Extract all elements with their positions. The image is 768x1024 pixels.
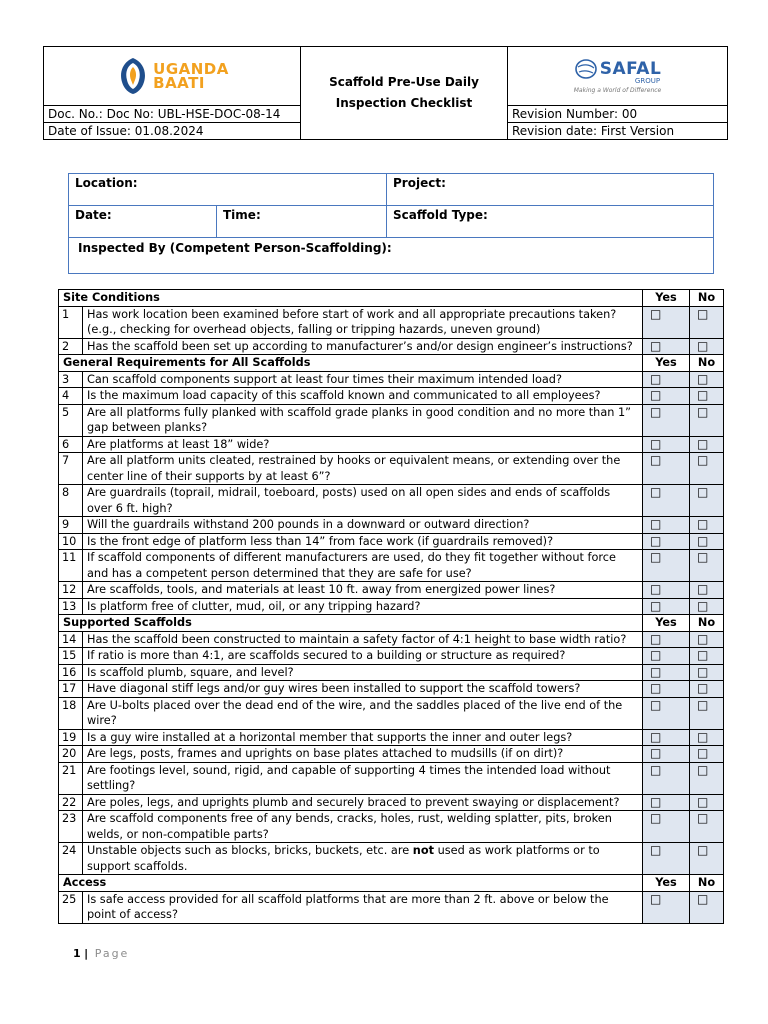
yes-checkbox[interactable] (643, 631, 690, 648)
safal-group-text: GROUP (634, 77, 661, 85)
baati-logo-text: BAATI (153, 74, 205, 92)
yes-column-header: Yes (643, 875, 690, 892)
no-checkbox[interactable] (690, 811, 724, 843)
yes-checkbox[interactable] (643, 388, 690, 405)
item-number: 15 (59, 648, 83, 665)
checklist-row (59, 631, 724, 648)
checklist-row (59, 697, 724, 729)
checklist-row (59, 436, 724, 453)
checklist-row (59, 485, 724, 517)
item-number: 23 (59, 811, 83, 843)
item-question: Is the maximum load capacity of this scaffold known and communicated to all employees? (83, 388, 643, 405)
item-number: 3 (59, 371, 83, 388)
no-checkbox[interactable] (690, 746, 724, 763)
no-checkbox[interactable] (690, 891, 724, 923)
item-question: Has the scaffold been set up according to manufacturer’s and/or design engineer’s instructions? (83, 338, 643, 355)
checklist-row (59, 582, 724, 599)
item-question: Are platforms at least 18” wide? (83, 436, 643, 453)
no-checkbox[interactable] (690, 485, 724, 517)
item-question: Are scaffold components free of any bends, cracks, holes, rust, welding splatter, pits, broken welds, or non-compatible parts? (83, 811, 643, 843)
item-number: 17 (59, 681, 83, 698)
item-question: Can scaffold components support at least four times their maximum intended load? (83, 371, 643, 388)
no-checkbox[interactable] (690, 517, 724, 534)
yes-checkbox[interactable] (643, 533, 690, 550)
item-question: Is scaffold plumb, square, and level? (83, 664, 643, 681)
yes-checkbox[interactable] (643, 404, 690, 436)
checklist-row (59, 453, 724, 485)
no-column-header: No (690, 875, 724, 892)
yes-checkbox[interactable] (643, 811, 690, 843)
yes-checkbox[interactable] (643, 794, 690, 811)
checklist-row (59, 729, 724, 746)
no-checkbox[interactable] (690, 453, 724, 485)
safal-logo-cell (508, 47, 728, 106)
section-header-row (59, 290, 724, 307)
section-title: Supported Scaffolds (59, 615, 643, 632)
inspection-info-box (68, 173, 714, 274)
item-question: Are legs, posts, frames and uprights on base plates attached to mudsills (if on dirt)? (83, 746, 643, 763)
document-title: Scaffold Pre-Use Daily Inspection Checklist (301, 47, 508, 140)
yes-checkbox[interactable] (643, 697, 690, 729)
uganda-baati-logo-cell (44, 47, 301, 106)
yes-checkbox[interactable] (643, 453, 690, 485)
no-checkbox[interactable] (690, 404, 724, 436)
item-question: If scaffold components of different manufacturers are used, do they fit together without force and has a competent person determined that they are safe for use? (83, 550, 643, 582)
yes-checkbox[interactable] (643, 729, 690, 746)
yes-checkbox[interactable] (643, 582, 690, 599)
page-number: 1 (73, 947, 81, 960)
yes-checkbox[interactable] (643, 517, 690, 534)
item-number: 21 (59, 762, 83, 794)
checklist-row (59, 648, 724, 665)
yes-column-header: Yes (643, 355, 690, 372)
item-question: Are U-bolts placed over the dead end of the wire, and the saddles placed of the live end of the wire? (83, 697, 643, 729)
yes-checkbox[interactable] (643, 664, 690, 681)
revision-date: Revision date: First Version (508, 123, 728, 140)
checklist-row (59, 550, 724, 582)
section-header-row (59, 615, 724, 632)
item-question: Has the scaffold been constructed to maintain a safety factor of 4:1 height to base width ratio? (83, 631, 643, 648)
no-checkbox[interactable] (690, 762, 724, 794)
yes-checkbox[interactable] (643, 338, 690, 355)
no-checkbox[interactable] (690, 729, 724, 746)
no-column-header: No (690, 615, 724, 632)
no-checkbox[interactable] (690, 664, 724, 681)
section-header-row (59, 875, 724, 892)
item-question: Are guardrails (toprail, midrail, toeboard, posts) used on all open sides and ends of scaffolds over 6 ft. high? (83, 485, 643, 517)
yes-checkbox[interactable] (643, 550, 690, 582)
yes-checkbox[interactable] (643, 762, 690, 794)
item-question: Is platform free of clutter, mud, oil, or any tripping hazard? (83, 598, 643, 615)
item-question: Is the front edge of platform less than 14” from face work (if guardrails removed)? (83, 533, 643, 550)
item-number: 11 (59, 550, 83, 582)
item-question-emphasis: not (412, 844, 435, 857)
safal-logo (512, 58, 723, 94)
no-checkbox[interactable] (690, 794, 724, 811)
no-checkbox[interactable] (690, 371, 724, 388)
item-number: 4 (59, 388, 83, 405)
document-header (43, 46, 728, 140)
item-question: Is safe access provided for all scaffold platforms that are more than 2 ft. above or below the point of access? (83, 891, 643, 923)
yes-checkbox[interactable] (643, 598, 690, 615)
no-checkbox[interactable] (690, 550, 724, 582)
section-title: Access (59, 875, 643, 892)
yes-checkbox[interactable] (643, 371, 690, 388)
checklist-row (59, 794, 724, 811)
item-question: If ratio is more than 4:1, are scaffolds secured to a building or structure as required? (83, 648, 643, 665)
item-number: 8 (59, 485, 83, 517)
item-number: 10 (59, 533, 83, 550)
no-checkbox[interactable] (690, 533, 724, 550)
location-field[interactable]: Location: (69, 174, 387, 206)
safal-tagline: Making a World of Difference (573, 87, 662, 94)
section-title: Site Conditions (59, 290, 643, 307)
item-number: 9 (59, 517, 83, 534)
yes-column-header: Yes (643, 615, 690, 632)
checklist-row (59, 843, 724, 875)
no-column-header: No (690, 290, 724, 307)
yes-checkbox[interactable] (643, 746, 690, 763)
yes-checkbox[interactable] (643, 843, 690, 875)
checklist-row (59, 681, 724, 698)
scaffold-type-field[interactable]: Scaffold Type: (387, 206, 714, 238)
revision-number: Revision Number: 00 (508, 106, 728, 123)
checklist-row (59, 338, 724, 355)
section-title: General Requirements for All Scaffolds (59, 355, 643, 372)
item-number: 18 (59, 697, 83, 729)
yes-checkbox[interactable] (643, 681, 690, 698)
no-checkbox[interactable] (690, 598, 724, 615)
item-question: Are poles, legs, and uprights plumb and securely braced to prevent swaying or displacement? (83, 794, 643, 811)
item-question: Will the guardrails withstand 200 pounds in a downward or outward direction? (83, 517, 643, 534)
item-number: 22 (59, 794, 83, 811)
item-number: 24 (59, 843, 83, 875)
item-number: 5 (59, 404, 83, 436)
item-question: Has work location been examined before start of work and all appropriate precautions taken? (e.g., checking for overhead objects, falling or tripping hazards, uneven ground) (83, 306, 643, 338)
section-header-row (59, 355, 724, 372)
yes-checkbox[interactable] (643, 306, 690, 338)
yes-column-header: Yes (643, 290, 690, 307)
item-question: Is a guy wire installed at a horizontal member that supports the inner and outer legs? (83, 729, 643, 746)
item-number: 25 (59, 891, 83, 923)
checklist-row (59, 517, 724, 534)
item-question (83, 843, 643, 875)
yes-checkbox[interactable] (643, 648, 690, 665)
checklist-table (58, 289, 724, 924)
checklist-row (59, 371, 724, 388)
item-question: Are footings level, sound, rigid, and capable of supporting 4 times the intended load without settling? (83, 762, 643, 794)
item-number: 19 (59, 729, 83, 746)
checklist-row (59, 404, 724, 436)
yes-checkbox[interactable] (643, 891, 690, 923)
item-question: Are scaffolds, tools, and materials at least 10 ft. away from energized power lines? (83, 582, 643, 599)
no-checkbox[interactable] (690, 338, 724, 355)
date-of-issue: Date of Issue: 01.08.2024 (44, 123, 301, 140)
item-number: 12 (59, 582, 83, 599)
inspected-by-field[interactable]: Inspected By (Competent Person-Scaffolding): (69, 238, 714, 274)
item-number: 1 (59, 306, 83, 338)
item-number: 6 (59, 436, 83, 453)
item-question-part: used as work platforms or to support scaffolds. (87, 844, 600, 873)
item-number: 16 (59, 664, 83, 681)
no-checkbox[interactable] (690, 631, 724, 648)
item-question: Have diagonal stiff legs and/or guy wires been installed to support the scaffold towers? (83, 681, 643, 698)
checklist-row (59, 762, 724, 794)
time-field[interactable]: Time: (217, 206, 387, 238)
item-number: 20 (59, 746, 83, 763)
checklist-row (59, 664, 724, 681)
item-question: Are all platform units cleated, restrained by hooks or equivalent means, or extending over the center line of their supports by at least 6”? (83, 453, 643, 485)
page-separator: | (84, 947, 89, 960)
project-field[interactable]: Project: (387, 174, 714, 206)
page-label: Page (94, 947, 130, 960)
yes-checkbox[interactable] (643, 485, 690, 517)
doc-number: Doc. No.: Doc No: UBL-HSE-DOC-08-14 (44, 106, 301, 123)
item-question: Are all platforms fully planked with scaffold grade planks in good condition and no more than 1” gap between planks? (83, 404, 643, 436)
safal-globe-icon (574, 58, 598, 80)
checklist-row (59, 891, 724, 923)
page-footer (73, 947, 129, 960)
safal-logo-text: SAFAL (599, 59, 662, 79)
checklist-row (59, 598, 724, 615)
uganda-baati-emblem-icon (115, 56, 151, 96)
checklist-row (59, 746, 724, 763)
checklist-row (59, 388, 724, 405)
date-field[interactable]: Date: (69, 206, 217, 238)
no-checkbox[interactable] (690, 648, 724, 665)
no-column-header: No (690, 355, 724, 372)
uganda-logo-text: UGANDA (153, 60, 229, 78)
no-checkbox[interactable] (690, 681, 724, 698)
checklist-row (59, 306, 724, 338)
no-checkbox[interactable] (690, 388, 724, 405)
checklist-row (59, 811, 724, 843)
item-number: 7 (59, 453, 83, 485)
yes-checkbox[interactable] (643, 436, 690, 453)
item-number: 14 (59, 631, 83, 648)
checklist-row (59, 533, 724, 550)
item-number: 2 (59, 338, 83, 355)
item-question-part: Unstable objects such as blocks, bricks, buckets, etc. are (87, 844, 413, 857)
no-checkbox[interactable] (690, 843, 724, 875)
no-checkbox[interactable] (690, 306, 724, 338)
no-checkbox[interactable] (690, 582, 724, 599)
no-checkbox[interactable] (690, 436, 724, 453)
uganda-baati-logo (48, 56, 296, 96)
item-number: 13 (59, 598, 83, 615)
no-checkbox[interactable] (690, 697, 724, 729)
